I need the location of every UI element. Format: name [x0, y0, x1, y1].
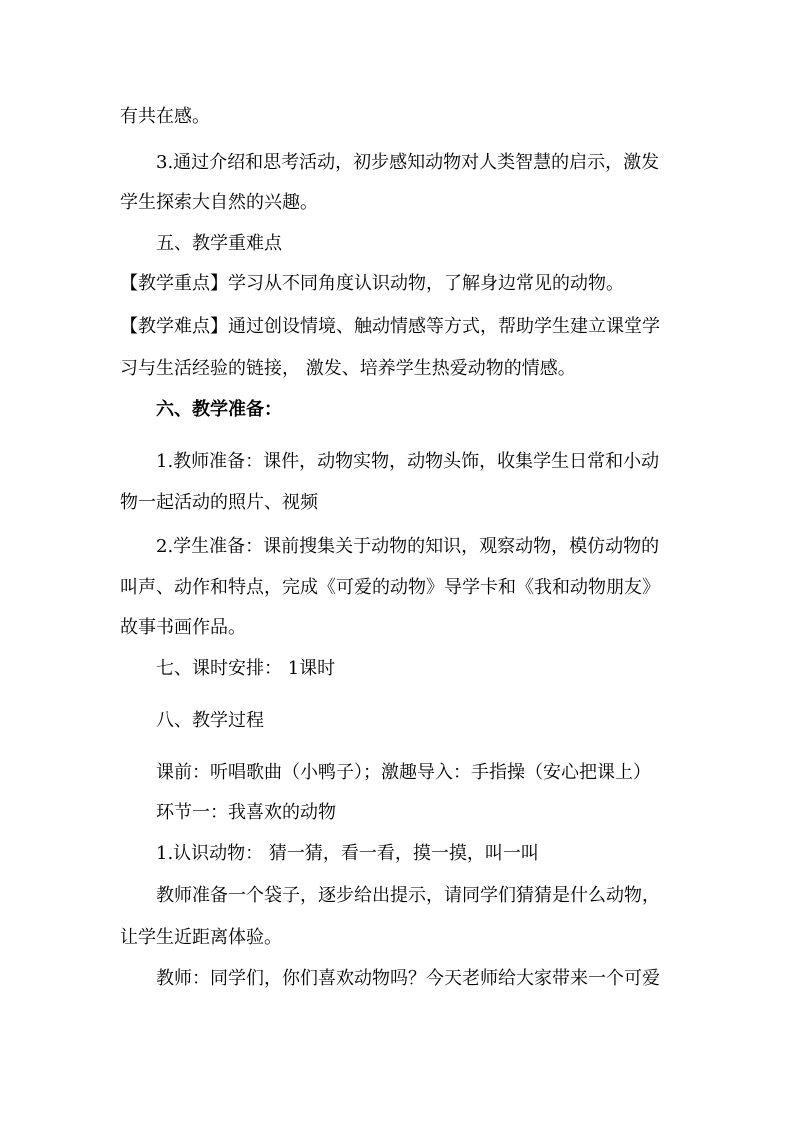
section-heading: 八、教学过程: [156, 710, 264, 731]
text-line: 【教学难点】通过创设情境、触动情感等方式，帮助学生建立课堂学: [120, 316, 660, 337]
text-line: 让学生近距离体验。: [120, 927, 282, 948]
section-heading: 六、教学准备：: [156, 399, 282, 420]
text-line: 叫声、动作和特点，完成《可爱的动物》导学卡和《我和动物朋友》: [120, 577, 660, 598]
text-line: 1.认识动物： 猜一猜，看一看，摸一摸，叫一叫: [156, 843, 539, 864]
text-line: 教师准备一个袋子，逐步给出提示，请同学们猜猜是什么动物，: [156, 885, 660, 906]
section-heading: 五、教学重难点: [156, 233, 282, 254]
text-line: 习与生活经验的链接， 激发、培养学生热爱动物的情感。: [120, 358, 576, 379]
text-line: 学生探索大自然的兴趣。: [120, 192, 318, 213]
text-line: 2.学生准备：课前搜集关于动物的知识，观察动物，模仿动物的: [156, 536, 660, 557]
text-line: 有共在感。: [120, 106, 210, 127]
text-line: 【教学重点】学习从不同角度认识动物，了解身边常见的动物。: [120, 273, 624, 294]
text-line: 教师：同学们，你们喜欢动物吗？今天老师给大家带来一个可爱: [156, 968, 660, 989]
text-line: 课前：听唱歌曲（小鸭子）；激趣导入：手指操（安心把课上）: [156, 762, 651, 783]
text-line: 1.教师准备：课件，动物实物，动物头饰，收集学生日常和小动: [156, 451, 660, 472]
text-line: 3.通过介绍和思考活动，初步感知动物对人类智慧的启示，激发: [156, 152, 660, 173]
text-line: 故事书画作品。: [120, 617, 246, 638]
text-line: 物一起活动的照片、视频: [120, 492, 318, 513]
text-line: 环节一：我喜欢的动物: [156, 802, 336, 823]
section-heading: 七、课时安排： 1课时: [156, 658, 336, 679]
